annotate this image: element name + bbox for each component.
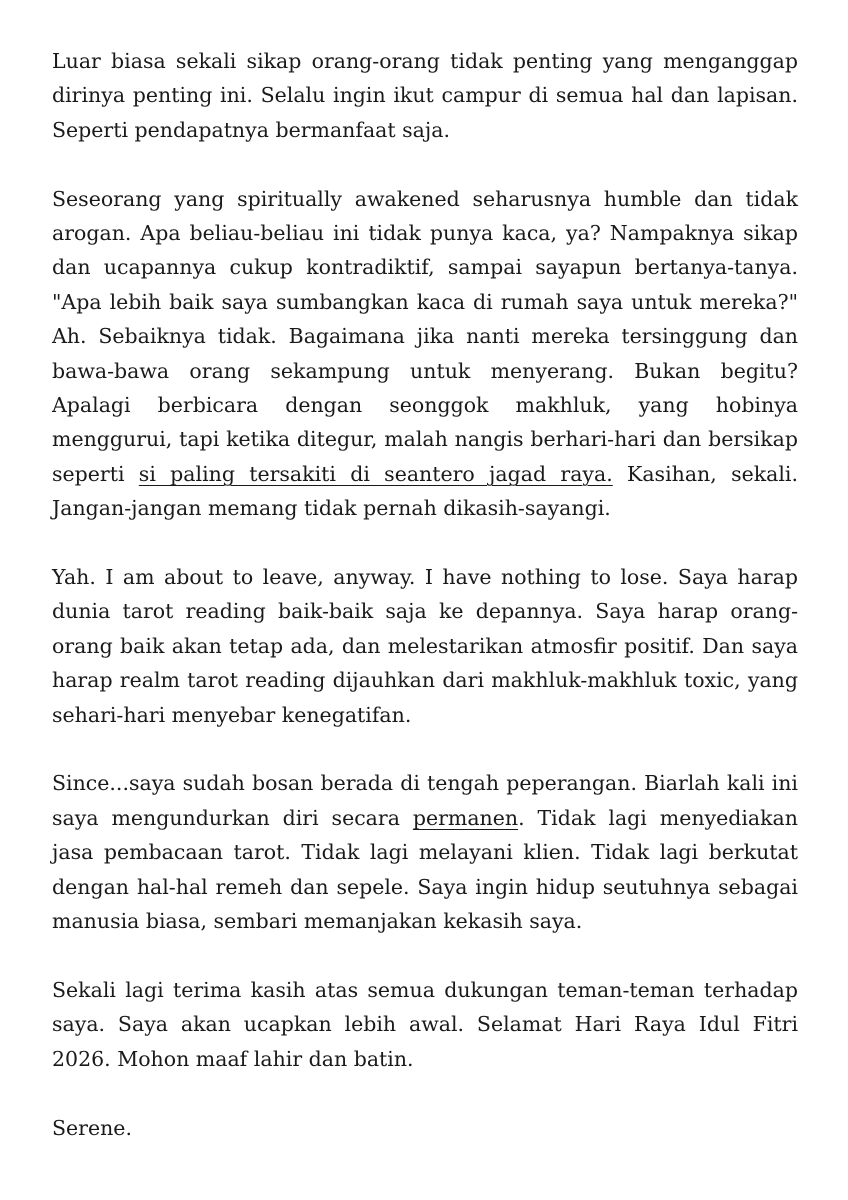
underlined-word: permanen — [412, 805, 519, 830]
signature: Serene. — [52, 1115, 132, 1140]
paragraph-5: Sekali lagi terima kasih atas semua dukungan teman-teman terhadap saya. Saya akan ucapkan lebih awal. Selamat Hari Raya Idul Fitri 2026. Mohon maaf lahir dan batin. — [52, 977, 798, 1071]
paragraph-4-text-end: . Tidak lagi menyediakan jasa pembacaan tarot. Tidak lagi melayani klien. Tidak lagi berkutat dengan hal-hal remeh dan sepele. Saya ingin hidup seutuhnya sebagai manusia biasa, sembari memanjakan kekasih saya. — [52, 805, 798, 934]
paragraph-2-text-end: Kasihan, sekali. Jangan-jangan memang tidak pernah dikasih-sayangi. — [52, 461, 798, 521]
paragraph-3: Yah. I am about to leave, anyway. I have nothing to lose. Saya harap dunia tarot reading baik-baik saja ke depannya. Saya harap orang-orang baik akan tetap ada, dan melestarikan atmosfir positif. Dan saya harap realm tarot reading dijauhkan dari makhluk-makhluk toxic, yang sehari-hari menyebar kenegatifan. — [52, 565, 798, 727]
underlined-phrase: si paling tersakiti di seantero jagad raya. — [138, 461, 613, 486]
paragraph-1: Luar biasa sekali sikap orang-orang tidak penting yang menganggap dirinya penting ini. Selalu ingin ikut campur di semua hal dan lapisan. Seperti pendapatnya bermanfaat saja. — [52, 49, 798, 142]
paragraph-2 — [52, 182, 798, 526]
letter-page — [52, 44, 798, 1145]
paragraph-2-text-start: Seseorang yang spiritually awakened seharusnya humble dan tidak arogan. Apa beliau-beliau ini tidak punya kaca, ya? Nampaknya sikap dan ucapannya cukup kontradiktif, sampai sayapun bertanya-tanya. "Apa lebih baik saya sumbangkan kaca di rumah saya untuk mereka?" Ah. Sebaiknya tidak. Bagaimana jika nanti mereka tersinggung dan bawa-bawa orang sekampung untuk menyerang. Bukan begitu? Apalagi berbicara dengan seonggok makhluk, yang hobinya menggurui, tapi ketika ditegur, malah nangis berhari-hari dan bersikap seperti — [52, 186, 798, 486]
paragraph-4 — [52, 766, 798, 938]
paragraph-4-text-start: Since...saya sudah bosan berada di tengah peperangan. Biarlah kali ini saya mengundurkan diri secara — [52, 771, 798, 830]
